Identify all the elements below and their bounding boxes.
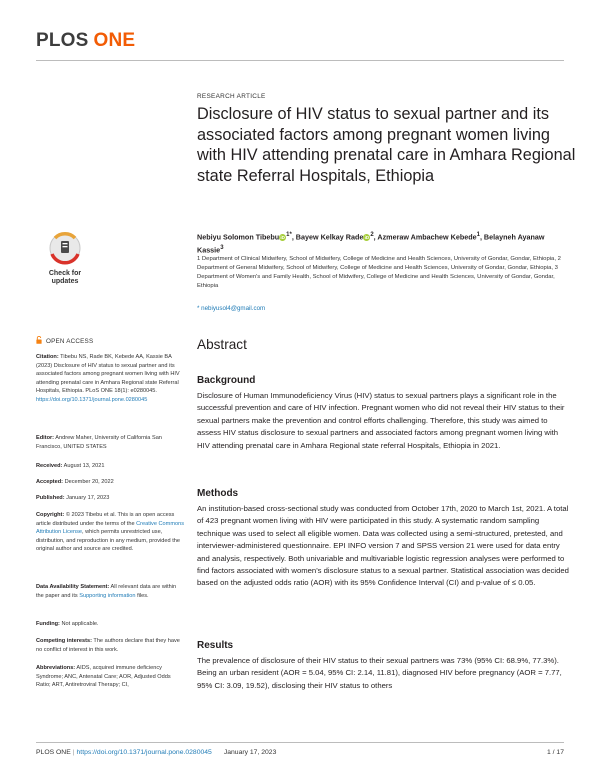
footer-doi-link[interactable]: https://doi.org/10.1371/journal.pone.0280045 (76, 749, 212, 756)
data-availability-text-end: files. (135, 592, 149, 599)
published-label: Published: (36, 495, 65, 501)
open-access-badge (36, 336, 93, 345)
page-footer: PLOS ONE | https://doi.org/10.1371/journal.pone.0280045 January 17, 2023 (36, 749, 277, 756)
copyright-text-end: , which permits unrestricted use, distribution, and reproduction in any medium, provided the original author and source are credited. (36, 529, 180, 552)
methods-heading: Methods (197, 488, 239, 499)
competing-interests-text: The authors declare that they have no conflict of interest in this work. (36, 638, 180, 653)
abbreviations-text: AIDS, acquired immune deficiency Syndrome; ANC, Antenatal Care; AOR, Adjusted Odds Ratio; ART, Antiretroviral Therapy; CI, (36, 665, 171, 688)
abbreviations-label: Abbreviations: (36, 665, 76, 671)
author-affiliation-marker: 2 (370, 232, 374, 238)
data-availability-text: All relevant data are within the paper and its (36, 584, 177, 599)
footer-date: January 17, 2023 (223, 749, 277, 756)
journal-logo (36, 30, 135, 52)
data-availability-block (36, 583, 184, 600)
abbreviations-block (36, 664, 184, 690)
orcid-icon[interactable]: iD (280, 235, 285, 241)
results-text: The prevalence of disclosure of their HIV status to their sexual partners was 73% (95% CI: 68.9%, 77.3%). Being an urban resident (AOR = 5.04, 95% CI: 2.14, 11.81), diagnosed HIV before pregnancy (AOR = 7.77, 95% CI: 3.09, 19.52), disclosing their HIV status to others (197, 656, 562, 690)
corresponding-email-link[interactable]: * nebiyusol4@gmail.com (197, 305, 266, 312)
author-affiliation-marker: 1* (286, 232, 292, 238)
editor-text: Andrew Maher, University of California San Francisco, UNITED STATES (36, 435, 162, 450)
open-access-label: OPEN ACCESS (46, 338, 94, 345)
footer-divider (36, 742, 564, 743)
results-heading: Results (197, 640, 234, 651)
abstract-heading: Abstract (197, 337, 247, 352)
editor-block (36, 434, 184, 451)
published-block (36, 494, 184, 503)
received-block (36, 462, 184, 471)
author-name: , Azmeraw Ambachew Kebede (373, 232, 477, 242)
copyright-text: © 2023 Tibebu et al. This is an open access article distributed under the terms of the (36, 512, 175, 527)
competing-interests-label: Competing interests: (36, 638, 92, 644)
editor-label: Editor: (36, 435, 55, 441)
logo-plos: PLOS (36, 30, 89, 51)
article-type: RESEARCH ARTICLE (197, 93, 266, 100)
affiliations: 1 Department of Clinical Midwifery, School of Midwifery, College of Medicine and Health Sciences, University of Gondar, Gondar, Ethiopia, 2 Department of General Midwifery, School of Midwifery, College of Medicine and Health Sciences, University of Gondar, Gondar, Ethiopia, 3 Department of Women's and Family Health, School of Midwifery, College of Medicine and Health Sciences, University of Gondar, Gondar, Ethiopia (197, 256, 561, 289)
background-heading: Background (197, 375, 256, 386)
competing-interests-block (36, 637, 184, 654)
copyright-block (36, 511, 184, 554)
funding-block (36, 620, 184, 629)
author-list (197, 230, 562, 256)
funding-text: Not applicable. (59, 621, 99, 627)
accepted-label: Accepted: (36, 479, 64, 485)
author-affiliation-marker: 1 (476, 232, 480, 238)
footer-journal: PLOS ONE (36, 749, 71, 756)
methods-text: An institution-based cross-sectional study was conducted from October 17th, 2020 to March 1st, 2021. A total of 423 pregnant women living with HIV were participated in this study. A systematic random sampling technique was used to select all eligible women. Data was collected using a semi-structured, pretested, and interviewer-administered questionnaire. EPI INFO version 7 and SPSS version 21 were used for data entry and analysis, respectively. Both univariable and multivariable logistic regression analyses were performed to find factors associated with women's disclosure status to a sexual partner. Statistical association was decided based on the adjusted odds ratio (AOR) with its 95% Confidence Interval (CI) and p-value of ≤ 0.05. (197, 504, 569, 588)
published-date: January 17, 2023 (64, 495, 110, 501)
author-name: , Belayneh Ayanaw Kassie (197, 232, 545, 255)
page-number: 1 / 17 (546, 749, 564, 756)
citation-text: Tibebu NS, Rade BK, Kebede AA, Kassie BA (2023) Disclosure of HIV status to sexual partner and its associated factors among pregnant women living with HIV attending prenatal care in Amhara Regional state Referral Hospitals, Ethiopia. PLoS ONE 18(1): e0280045. (36, 354, 180, 394)
citation-label: Citation: (36, 354, 59, 360)
author-affiliation-marker: 3 (220, 244, 224, 251)
citation-block (36, 353, 184, 404)
received-date: August 13, 2021 (62, 463, 105, 469)
supporting-information-link[interactable]: Supporting information (79, 592, 136, 599)
article-title: Disclosure of HIV status to sexual partner and its associated factors among pregnant women living with HIV attending prenatal care in Amhara Regional state Referral Hospitals, Ethiopia (197, 105, 576, 185)
author-name: , Bayew Kelkay Rade (291, 232, 364, 242)
orcid-icon[interactable]: iD (364, 235, 370, 241)
license-link[interactable]: Creative Commons Attribution License (36, 520, 184, 535)
check-for-updates-label[interactable]: Check for updates (48, 270, 82, 285)
open-access-lock-icon (36, 336, 42, 344)
data-availability-label: Data Availability Statement: (36, 584, 110, 590)
background-text: Disclosure of Human Immunodeficiency Virus (HIV) status to sexual partners plays a significant role in the successful prevention and care of HIV infection. Pregnant women who did not reveal their HIV status to their sexual partners make the prevention and control efforts challenging. Therefore, this study was aimed to assess HIV status disclosure to sexual partners and associated factors among pregnant women living with HIV attending prenatal care in Amhara Regional state referral Hospitals, Ethiopia in 2021. (197, 391, 565, 450)
received-label: Received: (36, 463, 63, 469)
author-name: Nebiyu Solomon Tibebu (197, 232, 280, 242)
citation-doi-link[interactable]: https://doi.org/10.1371/journal.pone.0280045 (36, 396, 148, 403)
header-divider (36, 60, 564, 61)
copyright-label: Copyright: (36, 512, 65, 518)
funding-label: Funding: (36, 621, 60, 627)
accepted-block (36, 478, 184, 487)
logo-one: ONE (93, 30, 136, 51)
accepted-date: December 20, 2022 (63, 479, 114, 485)
